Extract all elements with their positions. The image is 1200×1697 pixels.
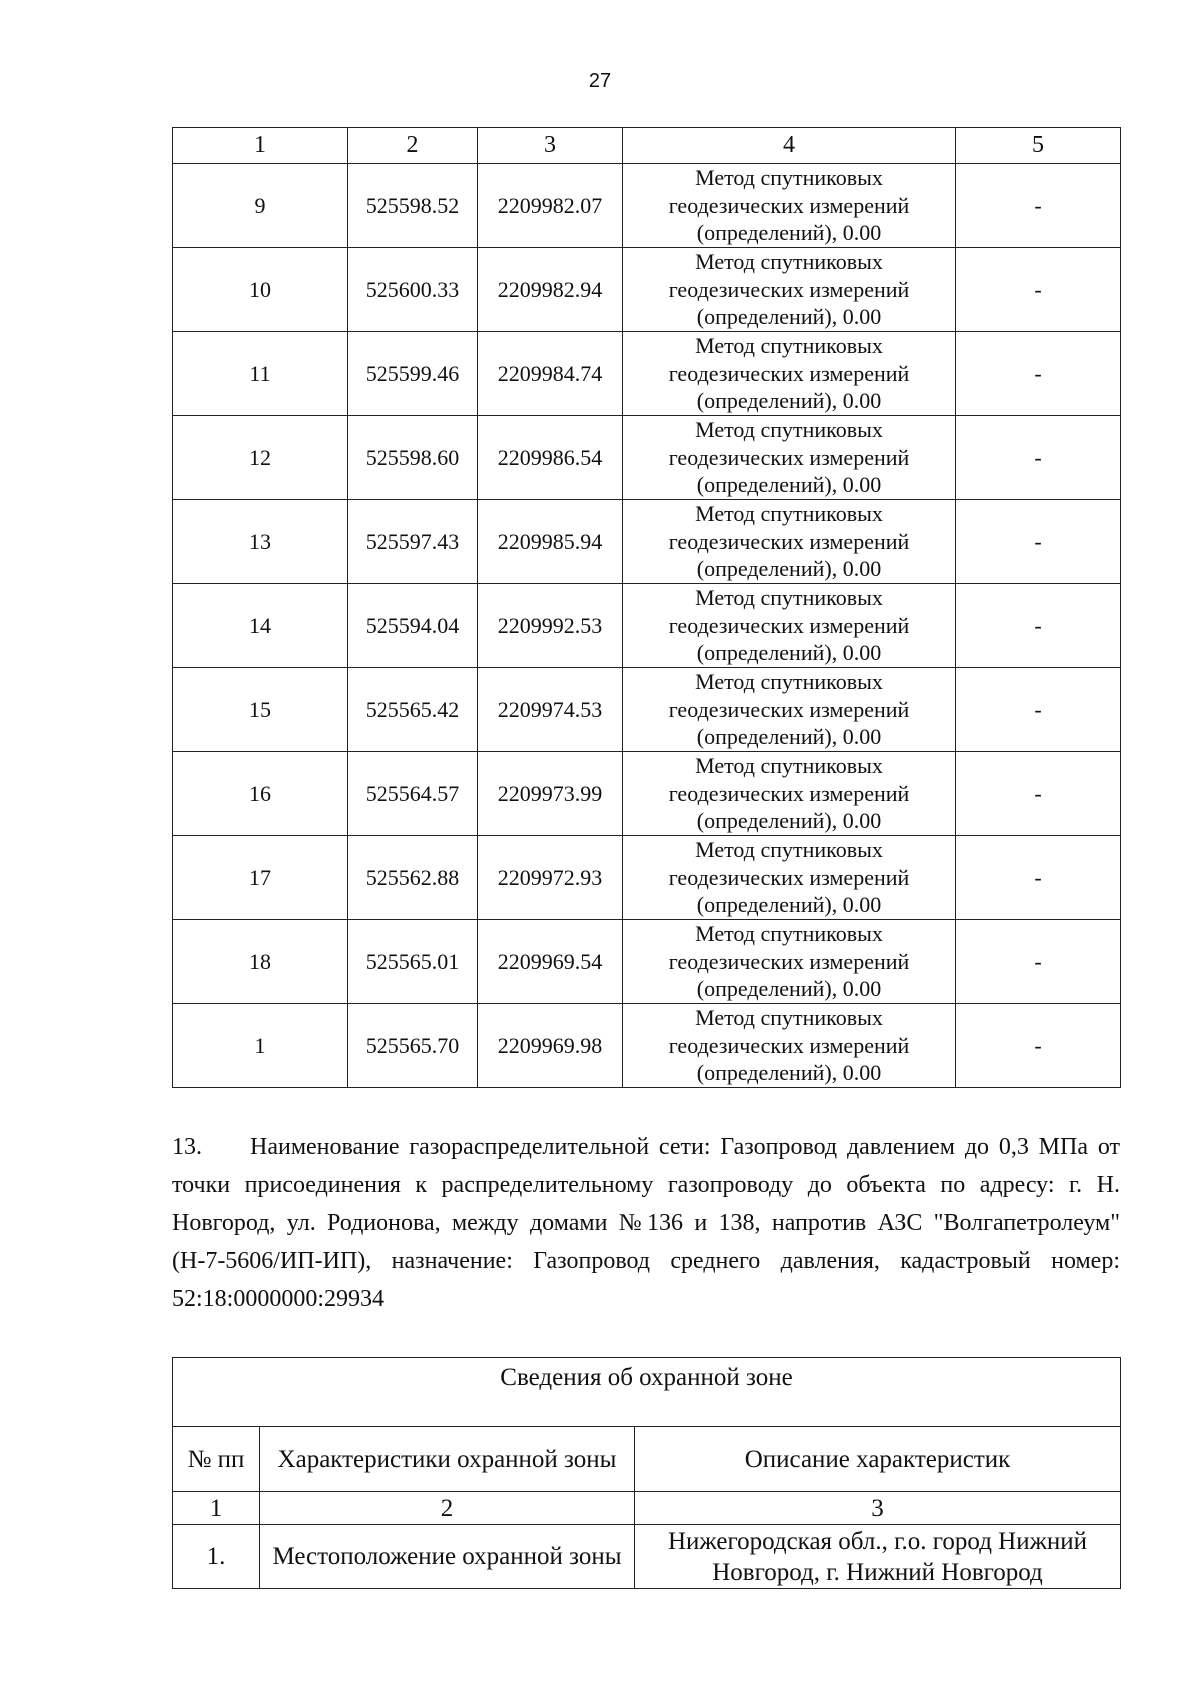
x-coordinate-cell: 525562.88 (348, 836, 478, 920)
zone-table-row (173, 1525, 1121, 1589)
method-line: (определений), 0.00 (696, 724, 882, 750)
method-line: геодезических измерений (668, 696, 910, 722)
table-row (173, 920, 1121, 1004)
protection-zone-table (172, 1357, 1121, 1589)
point-number-cell: 12 (173, 416, 348, 500)
method-line: (определений), 0.00 (696, 304, 882, 330)
column-number: 1 (173, 1492, 260, 1525)
y-coordinate-cell: 2209974.53 (478, 668, 623, 752)
method-line: Метод спутниковых (695, 501, 883, 527)
x-coordinate-cell: 525597.43 (348, 500, 478, 584)
x-coordinate-cell: 525598.60 (348, 416, 478, 500)
method-line: геодезических измерений (668, 948, 910, 974)
note-cell: - (956, 920, 1121, 1004)
point-number-cell: 18 (173, 920, 348, 1004)
method-line: (определений), 0.00 (696, 808, 882, 834)
method-line: геодезических измерений (668, 1032, 910, 1058)
note-cell: - (956, 668, 1121, 752)
zone-row-characteristic: Местоположение охранной зоны (260, 1525, 635, 1589)
method-line: Метод спутниковых (695, 669, 883, 695)
column-header: Описание характеристик (635, 1427, 1121, 1492)
note-cell: - (956, 1004, 1121, 1088)
header-cell: 4 (623, 128, 956, 164)
point-number-cell: 14 (173, 584, 348, 668)
method-cell (623, 164, 956, 248)
column-header: № пп (173, 1427, 260, 1492)
x-coordinate-cell: 525565.42 (348, 668, 478, 752)
table-row (173, 668, 1121, 752)
y-coordinate-cell: 2209984.74 (478, 332, 623, 416)
method-line: геодезических измерений (668, 780, 910, 806)
method-cell (623, 920, 956, 1004)
method-cell (623, 584, 956, 668)
page-number: 27 (588, 70, 612, 92)
y-coordinate-cell: 2209973.99 (478, 752, 623, 836)
method-line: Метод спутниковых (695, 753, 883, 779)
table-row (173, 752, 1121, 836)
header-cell: 3 (478, 128, 623, 164)
x-coordinate-cell: 525564.57 (348, 752, 478, 836)
x-coordinate-cell: 525594.04 (348, 584, 478, 668)
table-row (173, 1004, 1121, 1088)
y-coordinate-cell: 2209969.54 (478, 920, 623, 1004)
table-row (173, 416, 1121, 500)
point-number-cell: 17 (173, 836, 348, 920)
table-row (173, 500, 1121, 584)
x-coordinate-cell: 525600.33 (348, 248, 478, 332)
note-cell: - (956, 836, 1121, 920)
section-text: Наименование газораспределительной сети: Газопровод давлением до 0,3 МПа от точки присоединения к распределительному газопроводу до объекта по адресу: г. Н. Новгород, ул. Родионова, между домами №136 и 138, напротив АЗС "Волгапетролеум" (Н-7-5606/ИП-ИП), назначение: Газопровод среднего давления, кадастровый номер: 52:18:0000000:29934 (172, 1134, 1120, 1312)
x-coordinate-cell: 525565.70 (348, 1004, 478, 1088)
method-line: Метод спутниковых (695, 333, 883, 359)
zone-table-title-row (173, 1358, 1121, 1427)
y-coordinate-cell: 2209986.54 (478, 416, 623, 500)
method-line: геодезических измерений (668, 276, 910, 302)
method-cell (623, 500, 956, 584)
method-line: Метод спутниковых (695, 1005, 883, 1031)
y-coordinate-cell: 2209969.98 (478, 1004, 623, 1088)
zone-table-header-row (173, 1427, 1121, 1492)
table-row (173, 836, 1121, 920)
table-row (173, 248, 1121, 332)
note-cell: - (956, 416, 1121, 500)
table-row (173, 584, 1121, 668)
method-cell (623, 836, 956, 920)
y-coordinate-cell: 2209982.94 (478, 248, 623, 332)
column-header: Характеристики охранной зоны (260, 1427, 635, 1492)
method-line: Метод спутниковых (695, 921, 883, 947)
method-line: геодезических измерений (668, 528, 910, 554)
note-cell: - (956, 248, 1121, 332)
method-cell (623, 1004, 956, 1088)
header-cell: 5 (956, 128, 1121, 164)
column-number: 2 (260, 1492, 635, 1525)
point-number-cell: 13 (173, 500, 348, 584)
x-coordinate-cell: 525565.01 (348, 920, 478, 1004)
zone-table-title: Сведения об охранной зоне (173, 1358, 1121, 1427)
y-coordinate-cell: 2209985.94 (478, 500, 623, 584)
point-number-cell: 10 (173, 248, 348, 332)
method-cell (623, 248, 956, 332)
note-cell: - (956, 332, 1121, 416)
method-cell (623, 668, 956, 752)
section-number: 13. (172, 1134, 202, 1160)
method-line: (определений), 0.00 (696, 892, 882, 918)
y-coordinate-cell: 2209992.53 (478, 584, 623, 668)
point-number-cell: 11 (173, 332, 348, 416)
method-line: геодезических измерений (668, 360, 910, 386)
method-line: (определений), 0.00 (696, 556, 882, 582)
zone-table-number-row (173, 1492, 1121, 1525)
table-header-row (173, 128, 1121, 164)
point-number-cell: 9 (173, 164, 348, 248)
method-line: (определений), 0.00 (696, 1060, 882, 1086)
section-paragraph (172, 1128, 1120, 1318)
method-line: Метод спутниковых (695, 417, 883, 443)
method-line: Метод спутниковых (695, 165, 883, 191)
method-line: Метод спутниковых (695, 585, 883, 611)
coordinates-table (172, 127, 1121, 1088)
zone-row-number: 1. (173, 1525, 260, 1589)
y-coordinate-cell: 2209982.07 (478, 164, 623, 248)
table-row (173, 164, 1121, 248)
method-line: геодезических измерений (668, 192, 910, 218)
header-cell: 1 (173, 128, 348, 164)
method-line: (определений), 0.00 (696, 472, 882, 498)
method-line: Метод спутниковых (695, 249, 883, 275)
point-number-cell: 16 (173, 752, 348, 836)
note-cell: - (956, 584, 1121, 668)
method-cell (623, 332, 956, 416)
x-coordinate-cell: 525599.46 (348, 332, 478, 416)
column-number: 3 (635, 1492, 1121, 1525)
point-number-cell: 15 (173, 668, 348, 752)
table-row (173, 332, 1121, 416)
point-number-cell: 1 (173, 1004, 348, 1088)
method-cell (623, 416, 956, 500)
method-cell (623, 752, 956, 836)
note-cell: - (956, 752, 1121, 836)
method-line: геодезических измерений (668, 612, 910, 638)
method-line: Метод спутниковых (695, 837, 883, 863)
y-coordinate-cell: 2209972.93 (478, 836, 623, 920)
method-line: геодезических измерений (668, 864, 910, 890)
method-line: (определений), 0.00 (696, 220, 882, 246)
method-line: (определений), 0.00 (696, 388, 882, 414)
method-line: (определений), 0.00 (696, 976, 882, 1002)
x-coordinate-cell: 525598.52 (348, 164, 478, 248)
note-cell: - (956, 500, 1121, 584)
header-cell: 2 (348, 128, 478, 164)
method-line: (определений), 0.00 (696, 640, 882, 666)
note-cell: - (956, 164, 1121, 248)
zone-row-description: Нижегородская обл., г.о. город Нижний Новгород, г. Нижний Новгород (635, 1525, 1121, 1589)
method-line: геодезических измерений (668, 444, 910, 470)
